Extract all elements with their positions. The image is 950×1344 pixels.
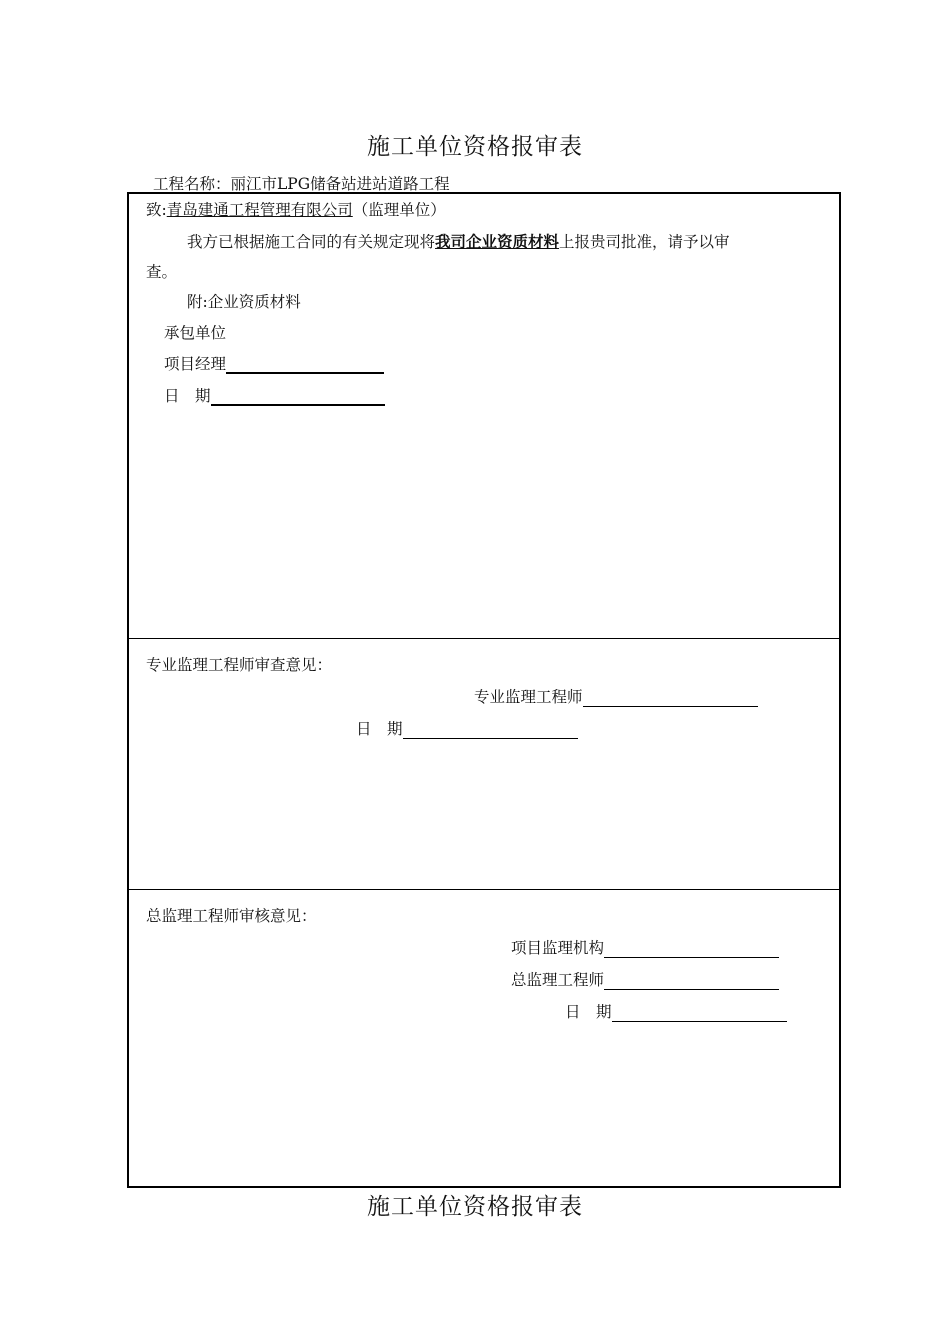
chief-engineer-label: 总监理工程师 bbox=[511, 971, 605, 989]
attachment-line: 附:企业资质材料 bbox=[187, 293, 301, 311]
to-label: 致: bbox=[146, 201, 167, 219]
chief-engineer-field[interactable] bbox=[604, 975, 779, 990]
submission-text bbox=[187, 230, 730, 252]
contractor-date-field[interactable] bbox=[211, 390, 385, 406]
supervisor-opinion-label: 专业监理工程师审查意见： bbox=[146, 656, 333, 674]
chief-opinion-label: 总监理工程师审核意见： bbox=[146, 907, 317, 925]
project-name: 丽江市LPG储备站进站道路工程 bbox=[230, 175, 450, 193]
project-name-line bbox=[153, 172, 450, 194]
supervisor-date-line bbox=[356, 717, 578, 739]
supervisor-date-label: 日 期 bbox=[356, 720, 403, 738]
body-pre: 我方已根据施工合同的有关规定现将 bbox=[187, 233, 436, 251]
manager-line bbox=[164, 352, 384, 374]
chief-section bbox=[129, 890, 839, 1186]
form-table bbox=[127, 192, 841, 1188]
submission-text-cont: 查。 bbox=[146, 263, 178, 281]
supervisor-engineer-line bbox=[474, 685, 758, 707]
manager-signature-field[interactable] bbox=[226, 358, 384, 374]
supervisor-engineer-field[interactable] bbox=[583, 692, 758, 707]
contractor-date-line bbox=[164, 384, 385, 406]
chief-date-label: 日 期 bbox=[565, 1003, 612, 1021]
footer-title: 施工单位资格报审表 bbox=[367, 1194, 583, 1220]
chief-date-field[interactable] bbox=[612, 1007, 787, 1022]
supervision-org-label: 项目监理机构 bbox=[511, 939, 605, 957]
supervision-org-field[interactable] bbox=[604, 943, 779, 958]
supervisor-unit-suffix: （监理单位） bbox=[352, 201, 446, 219]
supervisor-engineer-label: 专业监理工程师 bbox=[474, 688, 583, 706]
project-label: 工程名称： bbox=[153, 175, 231, 193]
addressee-line bbox=[146, 198, 446, 220]
contractor-date-label: 日 期 bbox=[164, 387, 211, 405]
manager-label: 项目经理 bbox=[164, 355, 227, 373]
supervision-org-line bbox=[511, 936, 779, 958]
contractor-section bbox=[129, 194, 839, 639]
supervisor-date-field[interactable] bbox=[403, 724, 578, 739]
chief-date-line bbox=[565, 1000, 787, 1022]
submitted-material: 我司企业资质材料 bbox=[435, 232, 560, 251]
chief-engineer-line bbox=[511, 968, 779, 990]
supervisor-company: 青岛建通工程管理有限公司 bbox=[166, 201, 353, 219]
contractor-label: 承包单位 bbox=[164, 324, 227, 342]
supervisor-section bbox=[129, 639, 839, 890]
document-title: 施工单位资格报审表 bbox=[367, 134, 583, 160]
body-post: 上报贵司批准，请予以审 bbox=[559, 233, 730, 251]
